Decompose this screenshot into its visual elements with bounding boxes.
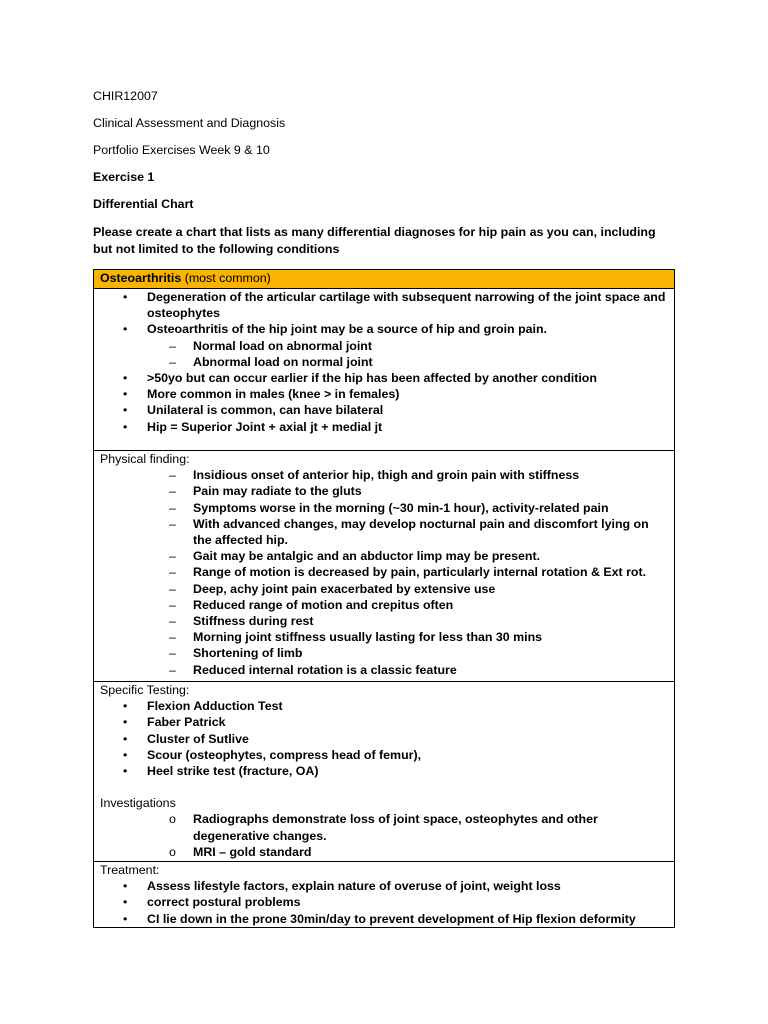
list-item [100, 581, 668, 597]
testing-cell [94, 681, 674, 861]
list-item [100, 844, 668, 860]
list-item [100, 386, 668, 402]
list-item-text: Reduced internal rotation is a classic feature [193, 662, 457, 677]
list-marker: – [169, 565, 176, 580]
list-item [100, 564, 668, 580]
treatment-list [100, 878, 668, 927]
list-item [100, 763, 668, 779]
instructions-paragraph: Please create a chart that lists as many differential diagnoses for hip pain as you can, including but not limited to the following conditions [93, 225, 656, 256]
list-item [100, 500, 668, 516]
list-item [100, 894, 668, 910]
list-marker: – [169, 484, 176, 499]
list-marker: • [123, 419, 128, 434]
list-marker: • [123, 879, 128, 894]
list-marker: • [123, 699, 128, 714]
list-item [100, 419, 668, 435]
course-name: Clinical Assessment and Diagnosis [93, 116, 286, 130]
overview-list [100, 289, 668, 435]
treatment-cell [94, 861, 674, 927]
list-marker: o [169, 844, 176, 859]
list-marker: o [169, 812, 176, 827]
list-item-text: Unilateral is common, can have bilateral [147, 403, 384, 418]
list-item-text: More common in males (knee > in females) [147, 387, 400, 402]
list-item-text: Osteoarthritis of the hip joint may be a source of hip and groin pain. [147, 322, 547, 337]
exercise-heading: Exercise 1 [93, 170, 155, 184]
list-item-text: Abnormal load on normal joint [193, 354, 373, 369]
list-item-text: Faber Patrick [147, 715, 226, 730]
list-item [100, 548, 668, 564]
list-item-text: Cluster of Sutlive [147, 731, 249, 746]
list-item [100, 467, 668, 483]
list-marker: – [169, 549, 176, 564]
list-item-text: Heel strike test (fracture, OA) [147, 764, 319, 779]
differential-chart-table [93, 269, 675, 928]
list-item [100, 629, 668, 645]
list-item [100, 483, 668, 499]
list-marker: • [123, 371, 128, 386]
list-item-text: CI lie down in the prone 30min/day to prevent development of Hip flexion deformity [147, 911, 636, 926]
list-item-text: Symptoms worse in the morning (~30 min-1 hour), activity-related pain [193, 500, 609, 515]
list-item [100, 714, 668, 730]
list-item-text: Radiographs demonstrate loss of joint space, osteophytes and other degenerative changes. [193, 812, 598, 843]
list-item-text: Reduced range of motion and crepitus often [193, 597, 454, 612]
list-item-text: Stiffness during rest [193, 614, 314, 629]
list-item [100, 597, 668, 613]
treatment-title: Treatment: [100, 863, 160, 877]
list-item-text: Scour (osteophytes, compress head of femur), [147, 747, 422, 762]
investigations-title: Investigations [100, 796, 176, 811]
list-item-text: Insidious onset of anterior hip, thigh and groin pain with stiffness [193, 468, 580, 483]
list-item [100, 747, 668, 763]
list-marker: • [123, 911, 128, 926]
list-item [100, 516, 668, 548]
list-item [100, 811, 668, 843]
list-item [100, 321, 668, 337]
list-marker: – [169, 662, 176, 677]
list-item-text: Shortening of limb [193, 646, 303, 661]
list-item [100, 613, 668, 629]
portfolio-title: Portfolio Exercises Week 9 & 10 [93, 143, 270, 157]
list-marker: – [169, 597, 176, 612]
list-marker: • [123, 322, 128, 337]
list-marker: – [169, 338, 176, 353]
condition-note: (most common) [184, 271, 271, 285]
condition-name: Osteoarthritis [100, 271, 182, 285]
list-marker: – [169, 614, 176, 629]
list-marker: • [123, 387, 128, 402]
list-marker: – [169, 630, 176, 645]
list-marker: • [123, 731, 128, 746]
list-item [100, 698, 668, 714]
list-item-text: Morning joint stiffness usually lasting for less than 30 mins [193, 630, 543, 645]
investigations-list [100, 811, 668, 860]
physical-finding-title: Physical finding: [100, 452, 190, 466]
list-item-text: Flexion Adduction Test [147, 699, 283, 714]
overview-cell [94, 288, 674, 450]
list-item-text: Pain may radiate to the gluts [193, 484, 362, 499]
list-item-text: Hip = Superior Joint + axial jt + medial jt [147, 419, 383, 434]
list-marker: • [123, 715, 128, 730]
list-item-text: correct postural problems [147, 895, 301, 910]
list-item-text: >50yo but can occur earlier if the hip has been affected by another condition [147, 371, 597, 386]
list-item [100, 662, 668, 678]
list-marker: – [169, 354, 176, 369]
list-item [100, 338, 668, 354]
list-item-text: MRI – gold standard [193, 844, 312, 859]
list-item-text: Degeneration of the articular cartilage with subsequent narrowing of the joint space and osteophytes [147, 290, 666, 321]
list-marker: – [169, 646, 176, 661]
course-code: CHIR12007 [93, 89, 158, 103]
list-marker: • [123, 895, 128, 910]
list-marker: – [169, 516, 176, 531]
list-marker: • [123, 403, 128, 418]
list-item [100, 911, 668, 927]
list-marker: • [123, 747, 128, 762]
list-item-text: Range of motion is decreased by pain, particularly internal rotation & Ext rot. [193, 565, 647, 580]
list-item [100, 645, 668, 661]
physical-finding-list [100, 467, 668, 678]
list-item [100, 402, 668, 418]
list-item-text: Assess lifestyle factors, explain nature of overuse of joint, weight loss [147, 879, 561, 894]
list-marker: • [123, 764, 128, 779]
list-item-text: With advanced changes, may develop nocturnal pain and discomfort lying on the affected hip. [193, 516, 649, 548]
list-item [100, 370, 668, 386]
section-title: Differential Chart [93, 197, 194, 211]
specific-testing-title: Specific Testing: [100, 683, 190, 697]
specific-testing-list [100, 698, 668, 779]
physical-finding-cell [94, 450, 674, 681]
list-marker: • [123, 290, 128, 304]
list-item-text: Gait may be antalgic and an abductor limp may be present. [193, 549, 541, 564]
list-item-text: Normal load on abnormal joint [193, 338, 372, 353]
list-marker: – [169, 500, 176, 515]
list-item [100, 731, 668, 747]
list-marker: – [169, 581, 176, 596]
list-item-text: Deep, achy joint pain exacerbated by extensive use [193, 581, 496, 596]
list-item [100, 878, 668, 894]
condition-header-cell [94, 270, 674, 288]
list-item [100, 289, 668, 321]
list-item [100, 354, 668, 370]
list-marker: – [169, 468, 176, 483]
